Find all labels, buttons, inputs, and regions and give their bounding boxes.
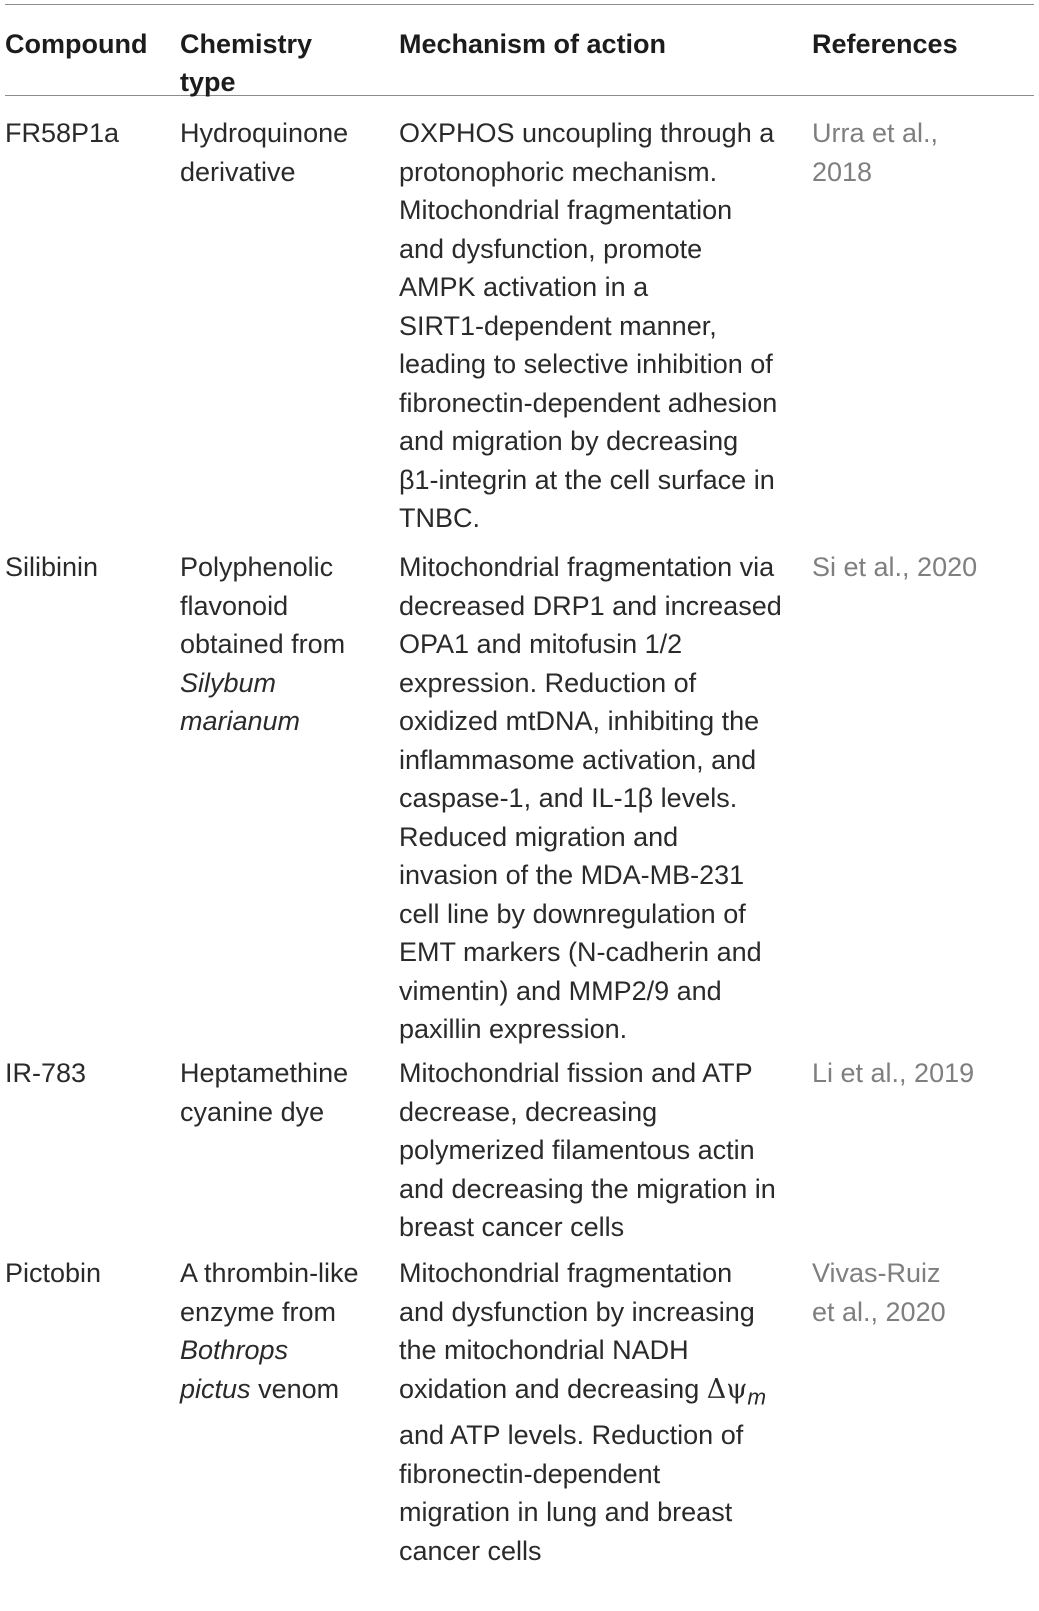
cell-compound: Silibinin [5,552,99,582]
data-table [5,4,1034,1570]
table-row [5,1254,1034,1570]
cell-reference: Urra et al., 2018 [812,118,939,187]
header-chemistry-type: Chemistry type [180,29,313,97]
cell-mechanism: Mitochondrial fission and ATP decrease, decreasing polymerized filamentous actin and decreasing the migration in breast cancer cells [399,1058,776,1242]
cell-compound: Pictobin [5,1258,102,1288]
header-mechanism: Mechanism of action [399,29,667,59]
cell-mechanism: Mitochondrial fragmentation and dysfunction by increasing the mitochondrial NADH oxidation and decreasing $\Delta\psi_m$ and ATP levels. Reduction of fibronectin-dependent migration in lung and breast cancer cells [399,1258,767,1566]
header-references: References [812,29,958,59]
table-row [5,96,1034,548]
header-compound: Compound [5,29,148,59]
cell-reference: Li et al., 2019 [812,1058,975,1088]
table-row [5,548,1034,1054]
table-row [5,1054,1034,1254]
cell-mechanism: OXPHOS uncoupling through a protonophoric mechanism. Mitochondrial fragmentation and dysfunction, promote AMPK activation in a SIRT1-dependent manner, leading to selective inhibition of fibronectin-dependent adhesion and migration by decreasing β1-integrin at the cell surface in TNBC. [399,118,778,533]
cell-reference: Si et al., 2020 [812,552,978,582]
cell-reference: Vivas-Ruiz et al., 2020 [812,1258,946,1327]
cell-compound: IR-783 [5,1058,87,1088]
table-header-row [5,5,1034,95]
cell-chemistry-type: Heptamethine cyanine dye [180,1058,349,1127]
cell-mechanism: Mitochondrial fragmentation via decreased DRP1 and increased OPA1 and mitofusin 1/2 expression. Reduction of oxidized mtDNA, inhibiting the inflammasome activation, and caspase-1, and IL-1β levels. Reduced migration and invasion of the MDA-MB-231 cell line by downregulation of EMT markers (N-cadherin and vimentin) and MMP2/9 and paxillin expression. [399,552,782,1044]
cell-chemistry-type: Polyphenolic flavonoid obtained from Silybum marianum [180,552,346,736]
cell-chemistry-type: Hydroquinone derivative [180,118,349,187]
cell-chemistry-type: A thrombin-like enzyme from Bothrops pictus venom [180,1258,359,1404]
cell-compound: FR58P1a [5,118,120,148]
